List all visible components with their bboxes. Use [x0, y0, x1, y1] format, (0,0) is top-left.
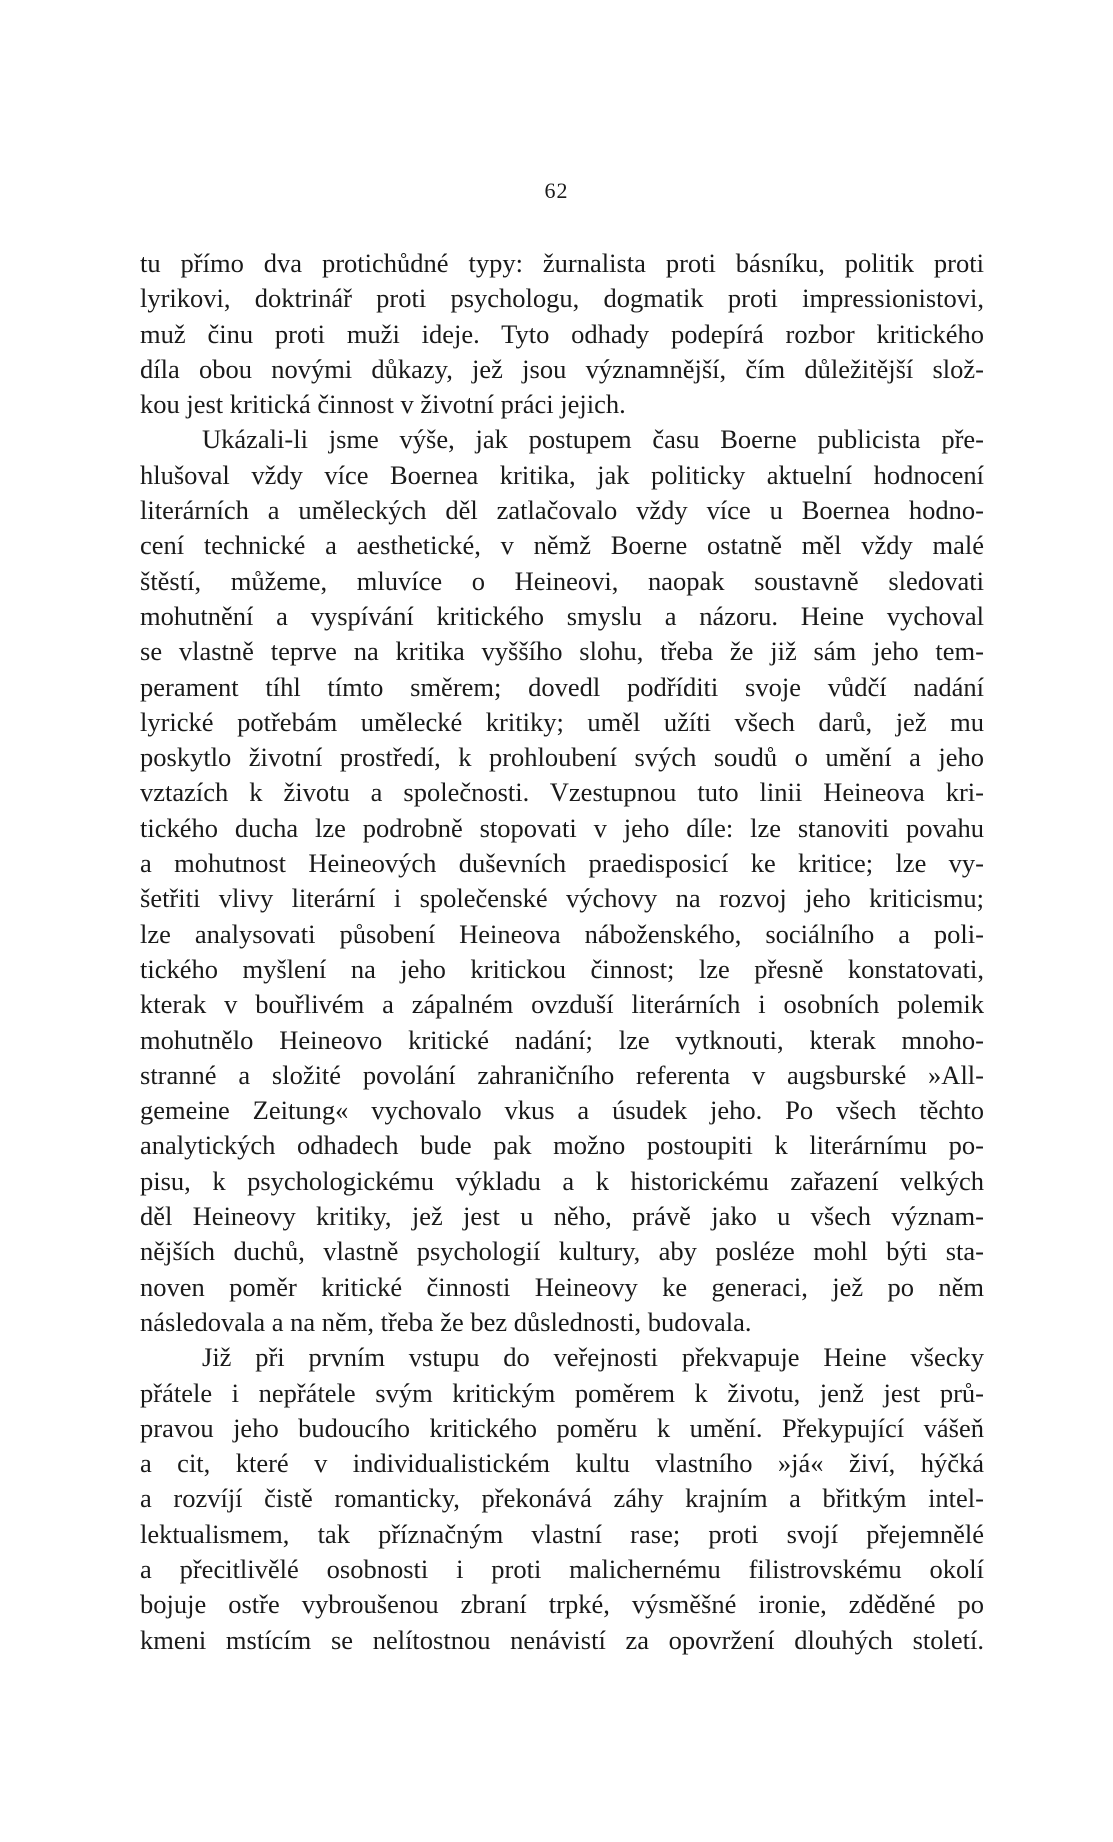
text-line: tického ducha lze podrobně stopovati v jeho díle: lze stanoviti povahu	[140, 812, 984, 843]
text-line: Ukázali-li jsme výše, jak postupem času Boerne publicista pře-	[202, 424, 984, 455]
text-line: cení technické a aesthetické, v němž Boerne ostatně měl vždy malé	[140, 530, 984, 561]
text-line: lyrické potřebám umělecké kritiky; uměl užíti všech darů, jež mu	[140, 706, 984, 737]
text-line: muž činu proti muži ideje. Tyto odhady podepírá rozbor kritického	[140, 318, 984, 349]
paragraph-2	[140, 422, 984, 1340]
text-line: literárních a uměleckých děl zatlačovalo vždy více u Boernea hodno-	[140, 495, 984, 526]
text-line: vztazích k životu a společnosti. Vzestupnou tuto linii Heineova kri-	[140, 777, 984, 808]
text-line: se vlastně teprve na kritika vyššího slohu, třeba že již sám jeho tem-	[140, 636, 984, 667]
text-line: a mohutnost Heineových duševních praedisposicí ke kritice; lze vy-	[140, 848, 984, 879]
text-line: tu přímo dva protichůdné typy: žurnalista proti básníku, politik proti	[140, 248, 984, 278]
text-line: pisu, k psychologickému výkladu a k historickému zařazení velkých	[140, 1165, 984, 1196]
text-line: lyrikovi, doktrinář proti psychologu, dogmatik proti impressionistovi,	[140, 283, 984, 314]
text-line: poskytlo životní prostředí, k prohloubení svých soudů o umění a jeho	[140, 742, 984, 773]
text-line: a přecitlivělé osobnosti i proti malichernému filistrovskému okolí	[140, 1553, 984, 1584]
text-line: gemeine Zeitung« vychovalo vkus a úsudek jeho. Po všech těchto	[140, 1095, 984, 1126]
text-line: mohutnění a vyspívání kritického smyslu a názoru. Heine vychoval	[140, 600, 984, 631]
text-line: bojuje ostře vybroušenou zbraní trpké, výsměšné ironie, zděděné po	[140, 1589, 984, 1620]
text-line: perament tíhl tímto směrem; dovedl podříditi svoje vůdčí nadání	[140, 671, 984, 702]
text-line: Již při prvním vstupu do veřejnosti překvapuje Heine všecky	[202, 1342, 984, 1373]
text-line: děl Heineovy kritiky, jež jest u něho, právě jako u všech význam-	[140, 1201, 984, 1232]
text-line: kou jest kritická činnost v životní práci jejich.	[140, 389, 626, 420]
paragraph-1	[140, 246, 984, 422]
text-line: a rozvíjí čistě romanticky, překonává záhy krajním a břitkým intel-	[140, 1483, 984, 1514]
text-line: pravou jeho budoucího kritického poměru k umění. Překypující vášeň	[140, 1412, 984, 1443]
text-line: nějších duchů, vlastně psychologií kultury, aby posléze mohl býti sta-	[140, 1236, 984, 1267]
text-line: mohutnělo Heineovo kritické nadání; lze vytknouti, kterak mnoho-	[140, 1024, 984, 1055]
text-line: lze analysovati působení Heineova náboženského, sociálního a poli-	[140, 918, 984, 949]
text-line: kmeni mstícím se nelítostnou nenávistí za opovržení dlouhých století.	[140, 1624, 984, 1655]
text-line: štěstí, můžeme, mluvíce o Heineovi, naopak soustavně sledovati	[140, 565, 984, 596]
text-line: noven poměr kritické činnosti Heineovy ke generaci, jež po něm	[140, 1271, 984, 1302]
text-line: šetřiti vlivy literární i společenské výchovy na rozvoj jeho kriticismu;	[140, 883, 984, 914]
text-line: analytických odhadech bude pak možno postoupiti k literárnímu po-	[140, 1130, 984, 1161]
text-line: a cit, které v individualistickém kultu vlastního »já« živí, hýčká	[140, 1448, 984, 1479]
text-line: hlušoval vždy více Boernea kritika, jak politicky aktuelní hodnocení	[140, 459, 984, 490]
text-line: lektualismem, tak příznačným vlastní rase; proti svojí přejemnělé	[140, 1518, 984, 1549]
body-text	[140, 246, 984, 1658]
paragraph-3	[140, 1340, 984, 1658]
page-number: 62	[544, 178, 569, 203]
text-line: následovala a na něm, třeba že bez důslednosti, budovala.	[140, 1306, 752, 1337]
text-line: tického myšlení na jeho kritickou činnost; lze přesně konstatovati,	[140, 953, 984, 984]
text-line: stranné a složité povolání zahraničního referenta v augsburské »All-	[140, 1059, 984, 1090]
text-line: přátele i nepřátele svým kritickým poměrem k životu, jenž jest prů-	[140, 1377, 984, 1408]
text-line: díla obou novými důkazy, jež jsou významnější, čím důležitější slož-	[140, 353, 984, 384]
text-line: kterak v bouřlivém a zápalném ovzduší literárních i osobních polemik	[140, 989, 984, 1020]
